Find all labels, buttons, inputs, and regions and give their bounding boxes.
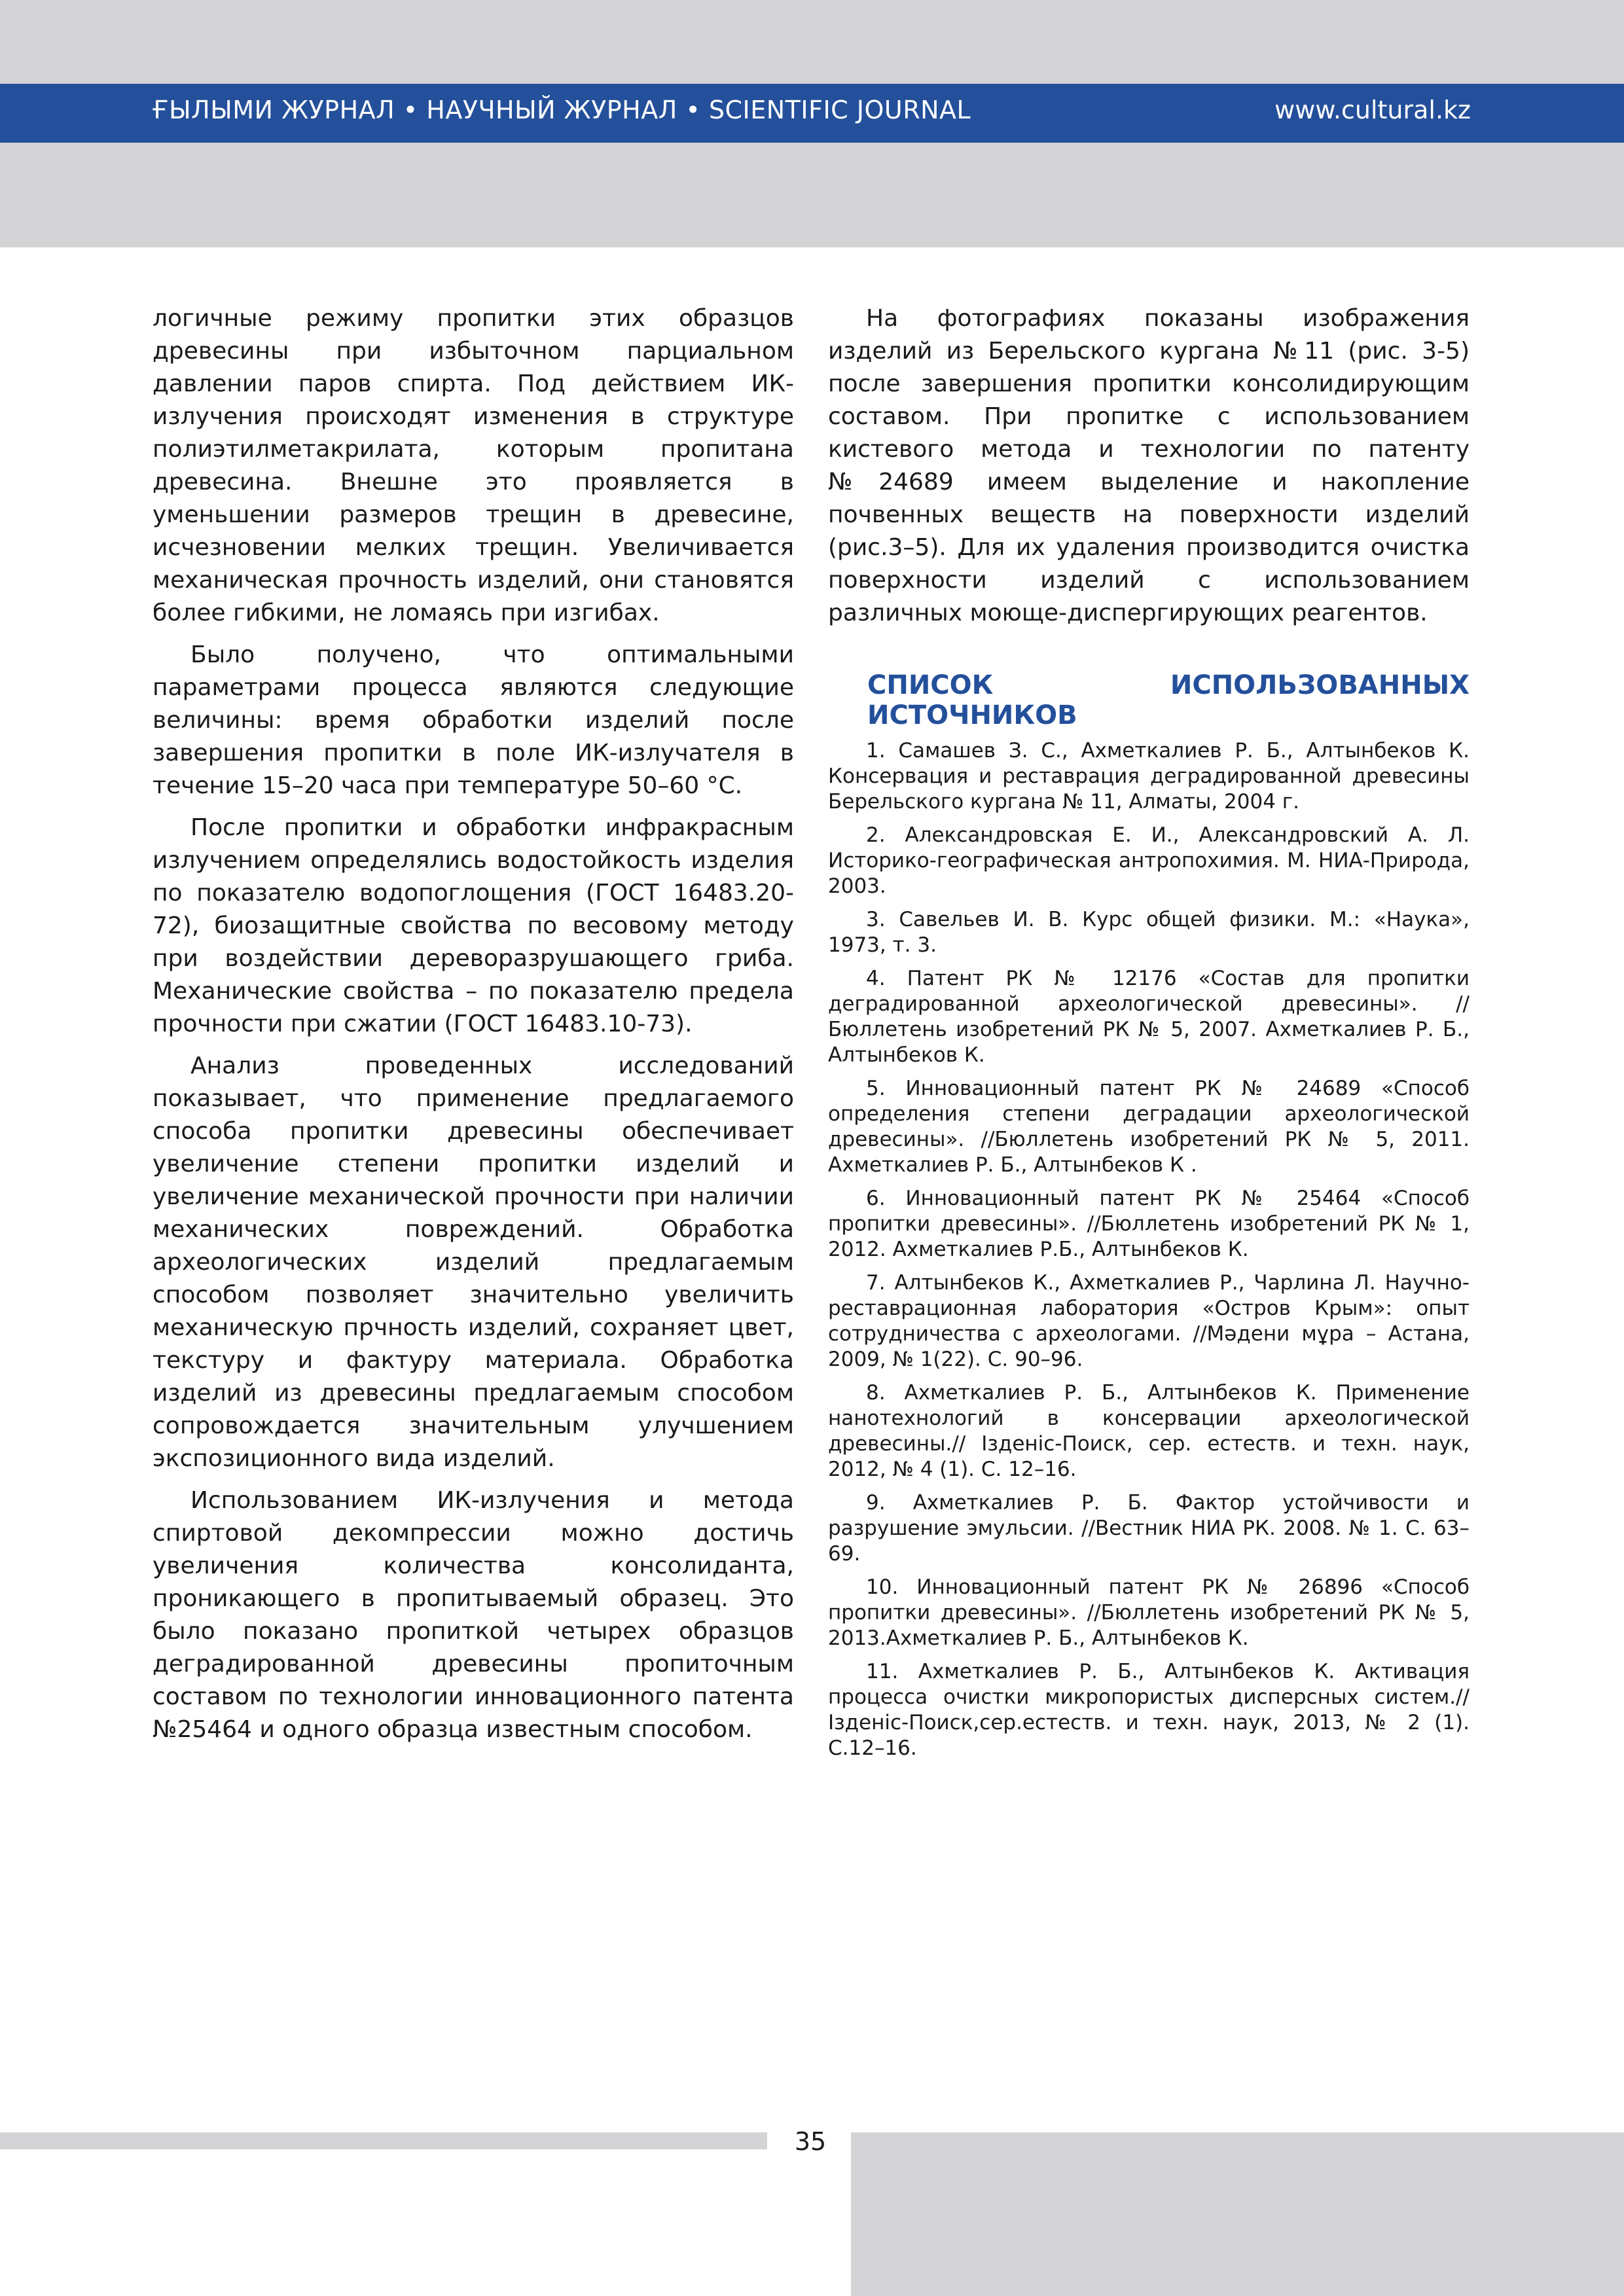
references-heading: СПИСОК ИСПОЛЬЗОВАННЫХ ИСТОЧНИКОВ — [867, 670, 1470, 730]
paragraph: Было получено, что оптимальными параметрами процесса являются следующие величины: время обработки изделий после завершения пропитки в поле ИК-излучателя в течение 15–20 часа при температуре 50–60 °С. — [153, 641, 794, 799]
paragraph: На фотографиях показаны изображения изделий из Берельского кургана №11 (рис. 3-5) после завершения пропитки консолидирующим составом. При пропитке с использованием кистевого метода и технологии по патенту №24689 имеем выделение и накопление почвенных веществ на поверхности изделий (рис.3–5). Для их удаления производится очистка поверхности изделий с использованием различных моюще-диспергирующих реагентов. — [828, 305, 1470, 626]
footer-block — [851, 2132, 1624, 2296]
reference-item: 8. Ахметкалиев Р. Б., Алтынбеков К. Применение нанотехнологий в консервации археологической древесины.// Ізденіс-Поиск, сер. естеств. и техн. наук, 2012, № 4 (1). С. 12–16. — [828, 1381, 1470, 1481]
paragraph: После пропитки и обработки инфракрасным излучением определялись водостойкость изделия по показателю водопоглощения (ГОСТ 16483.20-72), биозащитные свойства по весовому методу при воздействии дереворазрушающего гриба. Механические свойства – по показателю предела прочности при сжатии (ГОСТ 16483.10-73). — [153, 814, 794, 1037]
reference-item: 1. Самашев З. С., Ахметкалиев Р. Б., Алтынбеков К. Консервация и реставрация деградированной древесины Берельского кургана № 11, Алматы, 2004 г. — [828, 739, 1470, 814]
page-number: 35 — [794, 2127, 827, 2156]
paragraph: логичные режиму пропитки этих образцов древесины при избыточном парциальном давлении паров спирта. Под действием ИК-излучения происходят изменения в структуре полиэтилметакрилата, которым пропитана древесина. Внешне это проявляется в уменьшении размеров трещин в древесине, исчезновении мелких трещин. Увеличивается механическая прочность изделий, они становятся более гибкими, не ломаясь при изгибах. — [153, 305, 794, 626]
references-list — [828, 738, 1470, 1761]
footer-bar — [0, 2132, 767, 2149]
reference-item: 10. Инновационный патент РК № 26896 «Способ пропитки древесины». //Бюллетень изобретений РК № 5, 2013.Ахметкалиев Р. Б., Алтынбеков К. — [828, 1575, 1470, 1650]
paragraph: Анализ проведенных исследований показывает, что применение предлагаемого способа пропитки древесины обеспечивает увеличение степени пропитки изделий и увеличение механической прочности при наличии механических повреждений. Обработка археологических изделий предлагаемым способом позволяет значительно увеличить механическую прчность изделий, сохраняет цвет, текстуру и фактуру материала. Обработка изделий из древесины предлагаемым способом сопровождается значительным улучшением экспозиционного вида изделий. — [153, 1052, 794, 1472]
journal-title: ҒЫЛЫМИ ЖУРНАЛ • НАУЧНЫЙ ЖУРНАЛ • SCIENTIFIC JOURNAL — [152, 96, 971, 124]
journal-header — [0, 84, 1624, 143]
reference-item: 6. Инновационный патент РК № 25464 «Способ пропитки древесины». //Бюллетень изобретений РК № 1, 2012. Ахметкалиев Р.Б., Алтынбеков К. — [828, 1187, 1470, 1261]
paragraph: Использованием ИК-излучения и метода спиртовой декомпрессии можно достичь увеличения количества консолиданта, проникающего в пропитываемый образец. Это было показано пропиткой четырех образцов деградированной древесины пропиточным составом по технологии инновационного патента №25464 и одного образца известным способом. — [153, 1487, 794, 1743]
right-column — [828, 302, 1470, 1769]
journal-website: www.cultural.kz — [1274, 96, 1471, 124]
reference-item: 9. Ахметкалиев Р. Б. Фактор устойчивости и разрушение эмульсии. //Вестник НИА РК. 2008. № 1. С. 63–69. — [828, 1491, 1470, 1566]
reference-item: 4. Патент РК № 12176 «Состав для пропитки деградированной археологической древесины». // Бюллетень изобретений РК № 5, 2007. Ахметкалиев Р. Б., Алтынбеков К. — [828, 967, 1470, 1067]
reference-item: 3. Савельев И. В. Курс общей физики. М.: «Наука», 1973, т. 3. — [828, 908, 1470, 957]
reference-item: 5. Инновационный патент РК № 24689 «Способ определения степени деградации археологической древесины». //Бюллетень изобретений РК № 5, 2011. Ахметкалиев Р. Б., Алтынбеков К . — [828, 1077, 1470, 1177]
reference-item: 2. Александровская Е. И., Александровский А. Л. Историко-географическая антропохимия. М. НИА-Природа, 2003. — [828, 823, 1470, 898]
left-column — [153, 302, 794, 1755]
reference-item: 11. Ахметкалиев Р. Б., Алтынбеков К. Активация процесса очистки микропористых дисперсных систем.// Ізденіс-Поиск,сер.естеств. и техн. наук, 2013, № 2 (1). С.12–16. — [828, 1660, 1470, 1760]
reference-item: 7. Алтынбеков К., Ахметкалиев Р., Чарлина Л. Научно-реставрационная лаборатория «Остров Крым»: опыт сотрудничества с археологами. //Мәдени мұра – Астана, 2009, № 1(22). С. 90–96. — [828, 1271, 1470, 1371]
